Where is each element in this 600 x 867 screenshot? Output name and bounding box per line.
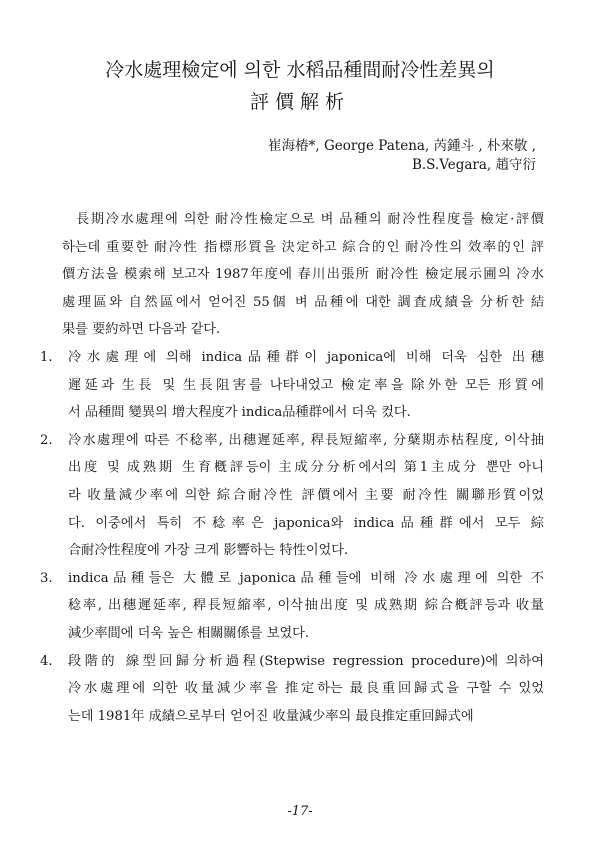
item-number: 3.: [40, 570, 53, 586]
intro-line: 果를 要約하면 다음과 같다.: [62, 322, 221, 338]
finding-item-3: [40, 565, 544, 648]
intro-line: 長期冷水處理에 의한 耐冷性檢定으로 벼 品種의 耐冷性程度를 檢定·評價: [76, 212, 544, 227]
authors-line-2: B.S.Vegara, 趙守衍: [411, 157, 536, 173]
finding-item-2: [40, 427, 544, 565]
item-line: 冷水處理에 의한 收量減少率을 推定하는 最良重回歸式을 구할 수 있었: [68, 681, 544, 697]
item-line: 遲延과 生長 및 生長阻害를 나타내었고 檢定率을 除外한 모든 形質에: [68, 377, 544, 393]
item-line: indica品種들은 大體로 japonica品種들에 비해 冷水處理에 의한 不: [68, 570, 544, 586]
intro-line: 價方法을 模索해 보고자 1987年度에 春川出張所 耐冷性 檢定展示圃의 冷水: [62, 267, 544, 283]
item-line: 段階的 線型回歸分析過程(Stepwise regression procedure)에 의하여: [68, 653, 544, 669]
item-line: 라 收量減少率에 의한 綜合耐冷性 評價에서 主要 耐冷性 關聯形質이었: [68, 487, 544, 503]
item-line: 冷水處理에 따른 不稔率, 出穗遲延率, 稈長短縮率, 分蘖期赤枯程度, 이삭抽: [68, 432, 544, 448]
intro-line: 處理區와 自然區에서 얻어진 55個 벼 品種에 대한 調査成績을 分析한 結: [62, 294, 544, 310]
page-number: -17-: [287, 804, 313, 819]
item-line: 出度 및 成熟期 生育槪評등이 主成分分析에서의 第1主成分 뿐만 아니: [68, 460, 544, 476]
intro-paragraph: [62, 206, 544, 344]
item-line: 合耐冷性程度에 가장 크게 影響하는 特性이었다.: [68, 543, 349, 559]
item-line: 다. 이중에서 특히 不稔率은 japonica와 indica品種群에서 모두 綜: [68, 515, 544, 531]
item-line: 서 品種間 變異의 增大程度가 indica品種群에서 더욱 컸다.: [68, 405, 411, 421]
intro-line: 하는데 重要한 耐冷性 指標形質을 決定하고 綜合的인 耐冷性의 效率的인 評: [62, 239, 544, 255]
finding-item-4: [40, 648, 544, 731]
finding-item-1: [40, 344, 544, 427]
paper-title-line-1: 冷水處理檢定에 의한 水稻品種間耐冷性差異의: [105, 59, 495, 81]
item-line: 減少率間에 더욱 높은 相關關係를 보였다.: [68, 625, 310, 641]
item-number: 1.: [40, 349, 53, 365]
abstract-body: [40, 206, 544, 730]
authors-line-1: 崔海椿*, George Patena, 芮鍾斗 , 朴來敬 ,: [268, 138, 536, 154]
item-line: 稔率, 出穗遲延率, 稈長短縮率, 이삭抽出度 및 成熟期 綜合槪評등과 收量: [68, 598, 544, 614]
paper-title-line-2: 評價解析: [249, 91, 350, 113]
item-line: 는데 1981年 成績으로부터 얻어진 收量減少率의 最良推定重回歸式에: [68, 708, 474, 724]
item-number: 2.: [40, 432, 53, 448]
item-number: 4.: [40, 653, 53, 669]
item-line: 冷水處理에 의해 indica品種群이 japonica에 비해 더욱 심한 出穗: [68, 349, 544, 365]
